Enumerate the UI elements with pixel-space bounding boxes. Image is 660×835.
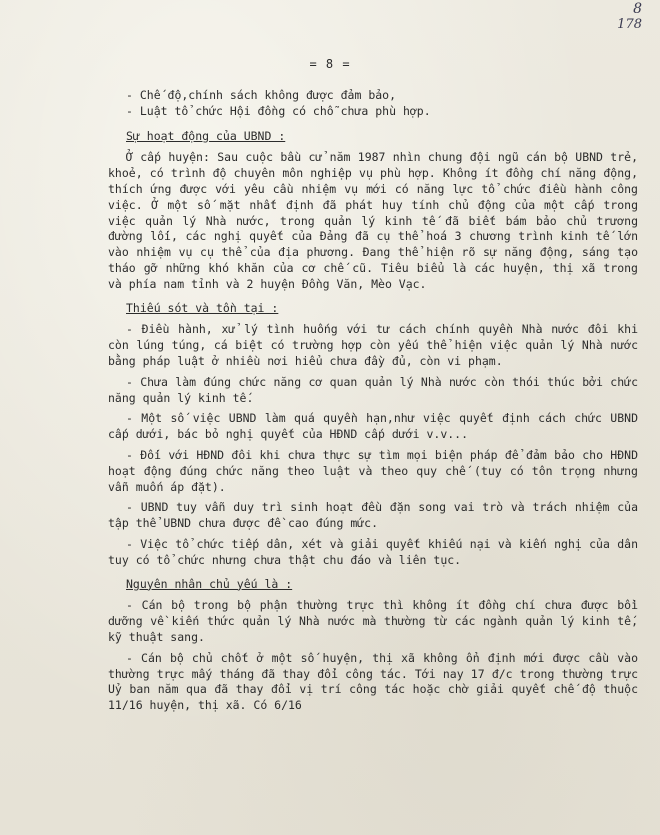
list-item: - Một số việc UBND làm quá quyền hạn,như việc quyết định cách chức UBND cấp dưới, bác bỏ nghị quyết của HĐND cấp dưới v.v... (108, 411, 638, 442)
list-item: - Cán bộ chủ chốt ở một số huyện, thị xã không ổn định mới được cầu vào thường trực mấy tháng đã thay đổi công tác. Tới nay 17 đ/c trong thường trực Uỷ ban năm qua đã thay đổi vị trí công tác hoặc chờ giải quyết chế độ thuộc 11/16 huyện, thị xã. Có 6/16 (108, 650, 638, 713)
page-number: = 8 = (309, 57, 351, 71)
section-heading-shortcomings: Thiếu sót và tồn tại : (126, 300, 279, 315)
intro-bullet: - Luật tổ chức Hội đồng có chỗ chưa phù hợp. (126, 103, 431, 118)
handwritten-number: 8 (633, 1, 642, 17)
section-heading-causes: Nguyên nhân chủ yếu là : (126, 576, 293, 591)
handwritten-folio: 178 (617, 17, 642, 32)
list-item: - Đối với HĐND đôi khi chưa thực sự tìm mọi biện pháp để đảm bảo cho HĐND hoạt động đúng chức năng theo luật và theo quy chế (tuy có tôn trọng nhưng vẫn muốn áp đặt). (108, 447, 638, 494)
intro-bullet: - Chế độ,chính sách không được đảm bảo, (126, 88, 397, 102)
list-item: - Điều hành, xử lý tình huống với tư cách chính quyền Nhà nước đôi khi còn lúng túng, cá biệt có trường hợp còn yếu thể hiện việc quản lý Nhà nước bằng pháp luật ở nhiều nơi hiểu chưa đầy đủ, còn vi phạm. (108, 322, 638, 368)
list-item: - UBND tuy vẫn duy trì sinh hoạt đều đặn song vai trò và trách nhiệm của tập thể UBND chưa được đề cao đúng mức. (108, 500, 638, 531)
list-item: - Việc tổ chức tiếp dân, xét và giải quyết khiếu nại và kiến nghị của dân tuy có tổ chức nhưng chưa thật chu đáo và liên tục. (108, 536, 638, 567)
archive-page-mark (617, 2, 642, 31)
section-heading-ubnd-activity: Sự hoạt động của UBND : (126, 128, 286, 143)
section-paragraph: Ở cấp huyện: Sau cuộc bầu cử năm 1987 nhìn chung đội ngũ cán bộ UBND trẻ, khoẻ, có trình độ chuyên môn nghiệp vụ phù hợp. Không ít đồng chí năng động, thích ứng được với yêu cầu nhiệm vụ mới có năng lực tổ chức điều hành công việc. Ở một số mặt nhất định đã phát huy tính chủ động của một cấp trong việc quản lý Nhà nước, trong quản lý kinh tế đã biết bám bảo chủ trương đường lối, các nghị quyết của Đảng đã cụ thể hoá 3 chương trình kinh tế lớn vào nhiệm vụ cụ thể của địa phương. Đang thể hiện rõ sự năng động, sáng tạo tháo gỡ những khó khăn của cơ chế cũ. Tiêu biểu là các huyện, thị xã trong và phía nam tỉnh và 2 huyện Đồng Văn, Mèo Vạc. (108, 150, 638, 291)
list-item: - Chưa làm đúng chức năng cơ quan quản lý Nhà nước còn thói thúc bởi chức năng quản lý kinh tế. (108, 374, 638, 405)
document-body (108, 88, 638, 719)
list-item: - Cán bộ trong bộ phận thường trực thì không ít đồng chí chưa được bồi dưỡng về kiến thức quản lý Nhà nước mà thường từ các ngành quản lý kinh tế, kỹ thuật sang. (108, 598, 638, 644)
